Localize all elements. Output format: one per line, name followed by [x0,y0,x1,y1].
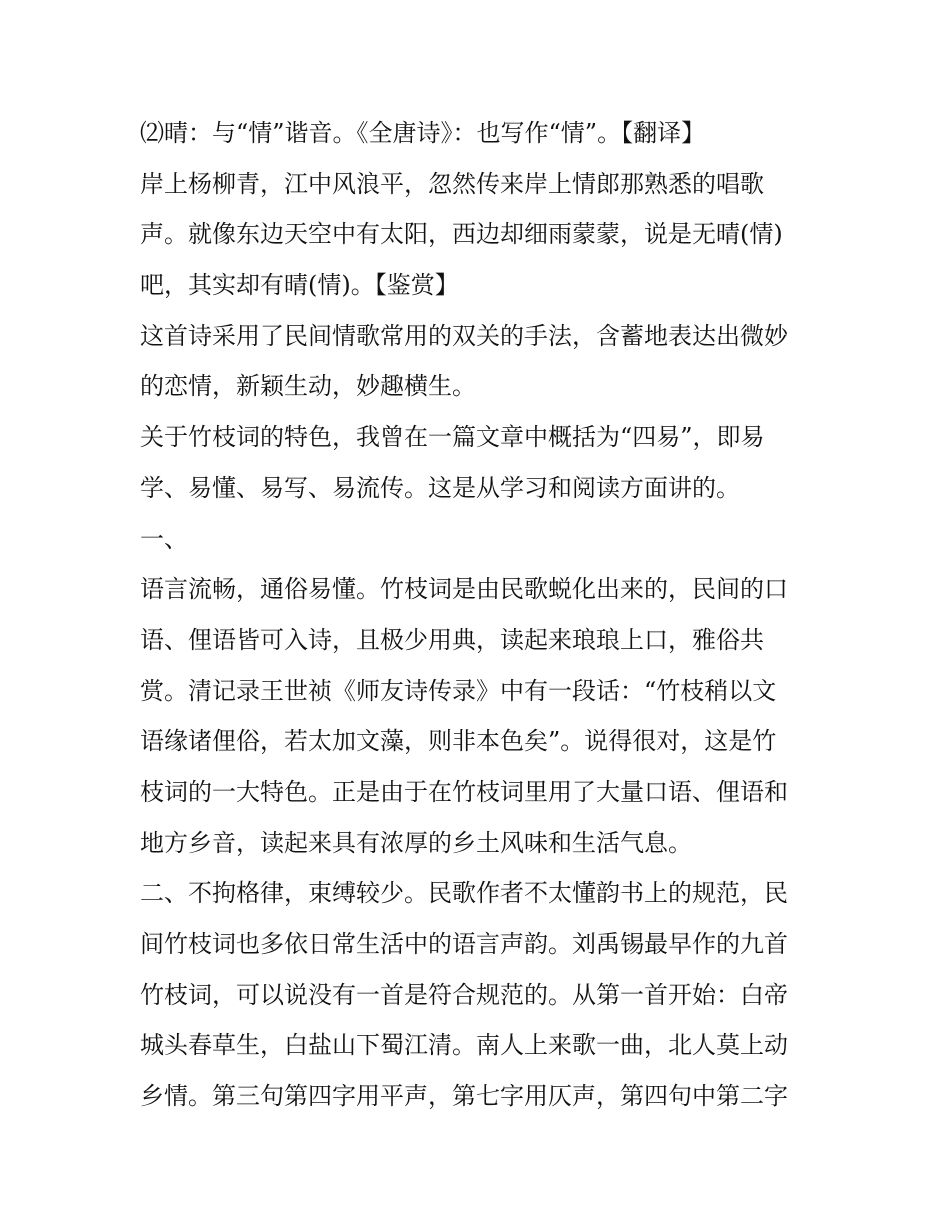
text-line: 地方乡音，读起来具有浓厚的乡土风味和生活气息。 [140,828,692,857]
text-line: 吧，其实却有晴(情)。【鉴赏】 [140,271,459,300]
text-line: ⑵晴：与“情”谐音。《全唐诗》：也写作“情”。【翻译】 [140,119,706,147]
text-line: 语缘诸俚俗，若太加文藻，则非本色矣”。说得很对，这是竹 [140,727,777,756]
text-line: 竹枝词，可以说没有一首是符合规范的。从第一首开始：白帝 [140,980,788,1009]
text-line: 间竹枝词也多依日常生活中的语言声韵。刘禹锡最早作的九首 [140,930,788,958]
text-line: 岸上杨柳青，江中风浪平，忽然传来岸上情郎那熟悉的唱歌 [140,169,764,198]
text-line: 赏。清记录王世祯《师友诗传录》中有一段话：“竹枝稍以文 [140,676,777,705]
text-line: 二、不拘格律，束缚较少。民歌作者不太懂韵书上的规范，民 [140,879,788,908]
text-line: 关于竹枝词的特色，我曾在一篇文章中概括为“四易”，即易 [140,423,765,452]
text-line: 学、易懂、易写、易流传。这是从学习和阅读方面讲的。 [140,473,740,502]
body-text [140,108,820,1122]
text-line: 这首诗采用了民间情歌常用的双关的手法，含蓄地表达出微妙 [140,321,788,350]
text-line: 语言流畅，通俗易懂。竹枝词是由民歌蜕化出来的，民间的口 [140,575,788,604]
text-line: 的恋情，新颖生动，妙趣横生。 [140,372,476,401]
text-line: 声。就像东边天空中有太阳，西边却细雨蒙蒙，说是无晴(情) [140,220,783,249]
text-line: 枝词的一大特色。正是由于在竹枝词里用了大量口语、俚语和 [140,777,788,806]
text-line: 乡情。第三句第四字用平声，第七字用仄声，第四句中第二字 [140,1082,788,1111]
text-line: 语、俚语皆可入诗，且极少用典，读起来琅琅上口，雅俗共 [140,625,764,654]
text-line: 一、 [140,524,188,553]
text-line: 城头春草生，白盐山下蜀江清。南人上来歌一曲，北人莫上动 [140,1031,788,1060]
